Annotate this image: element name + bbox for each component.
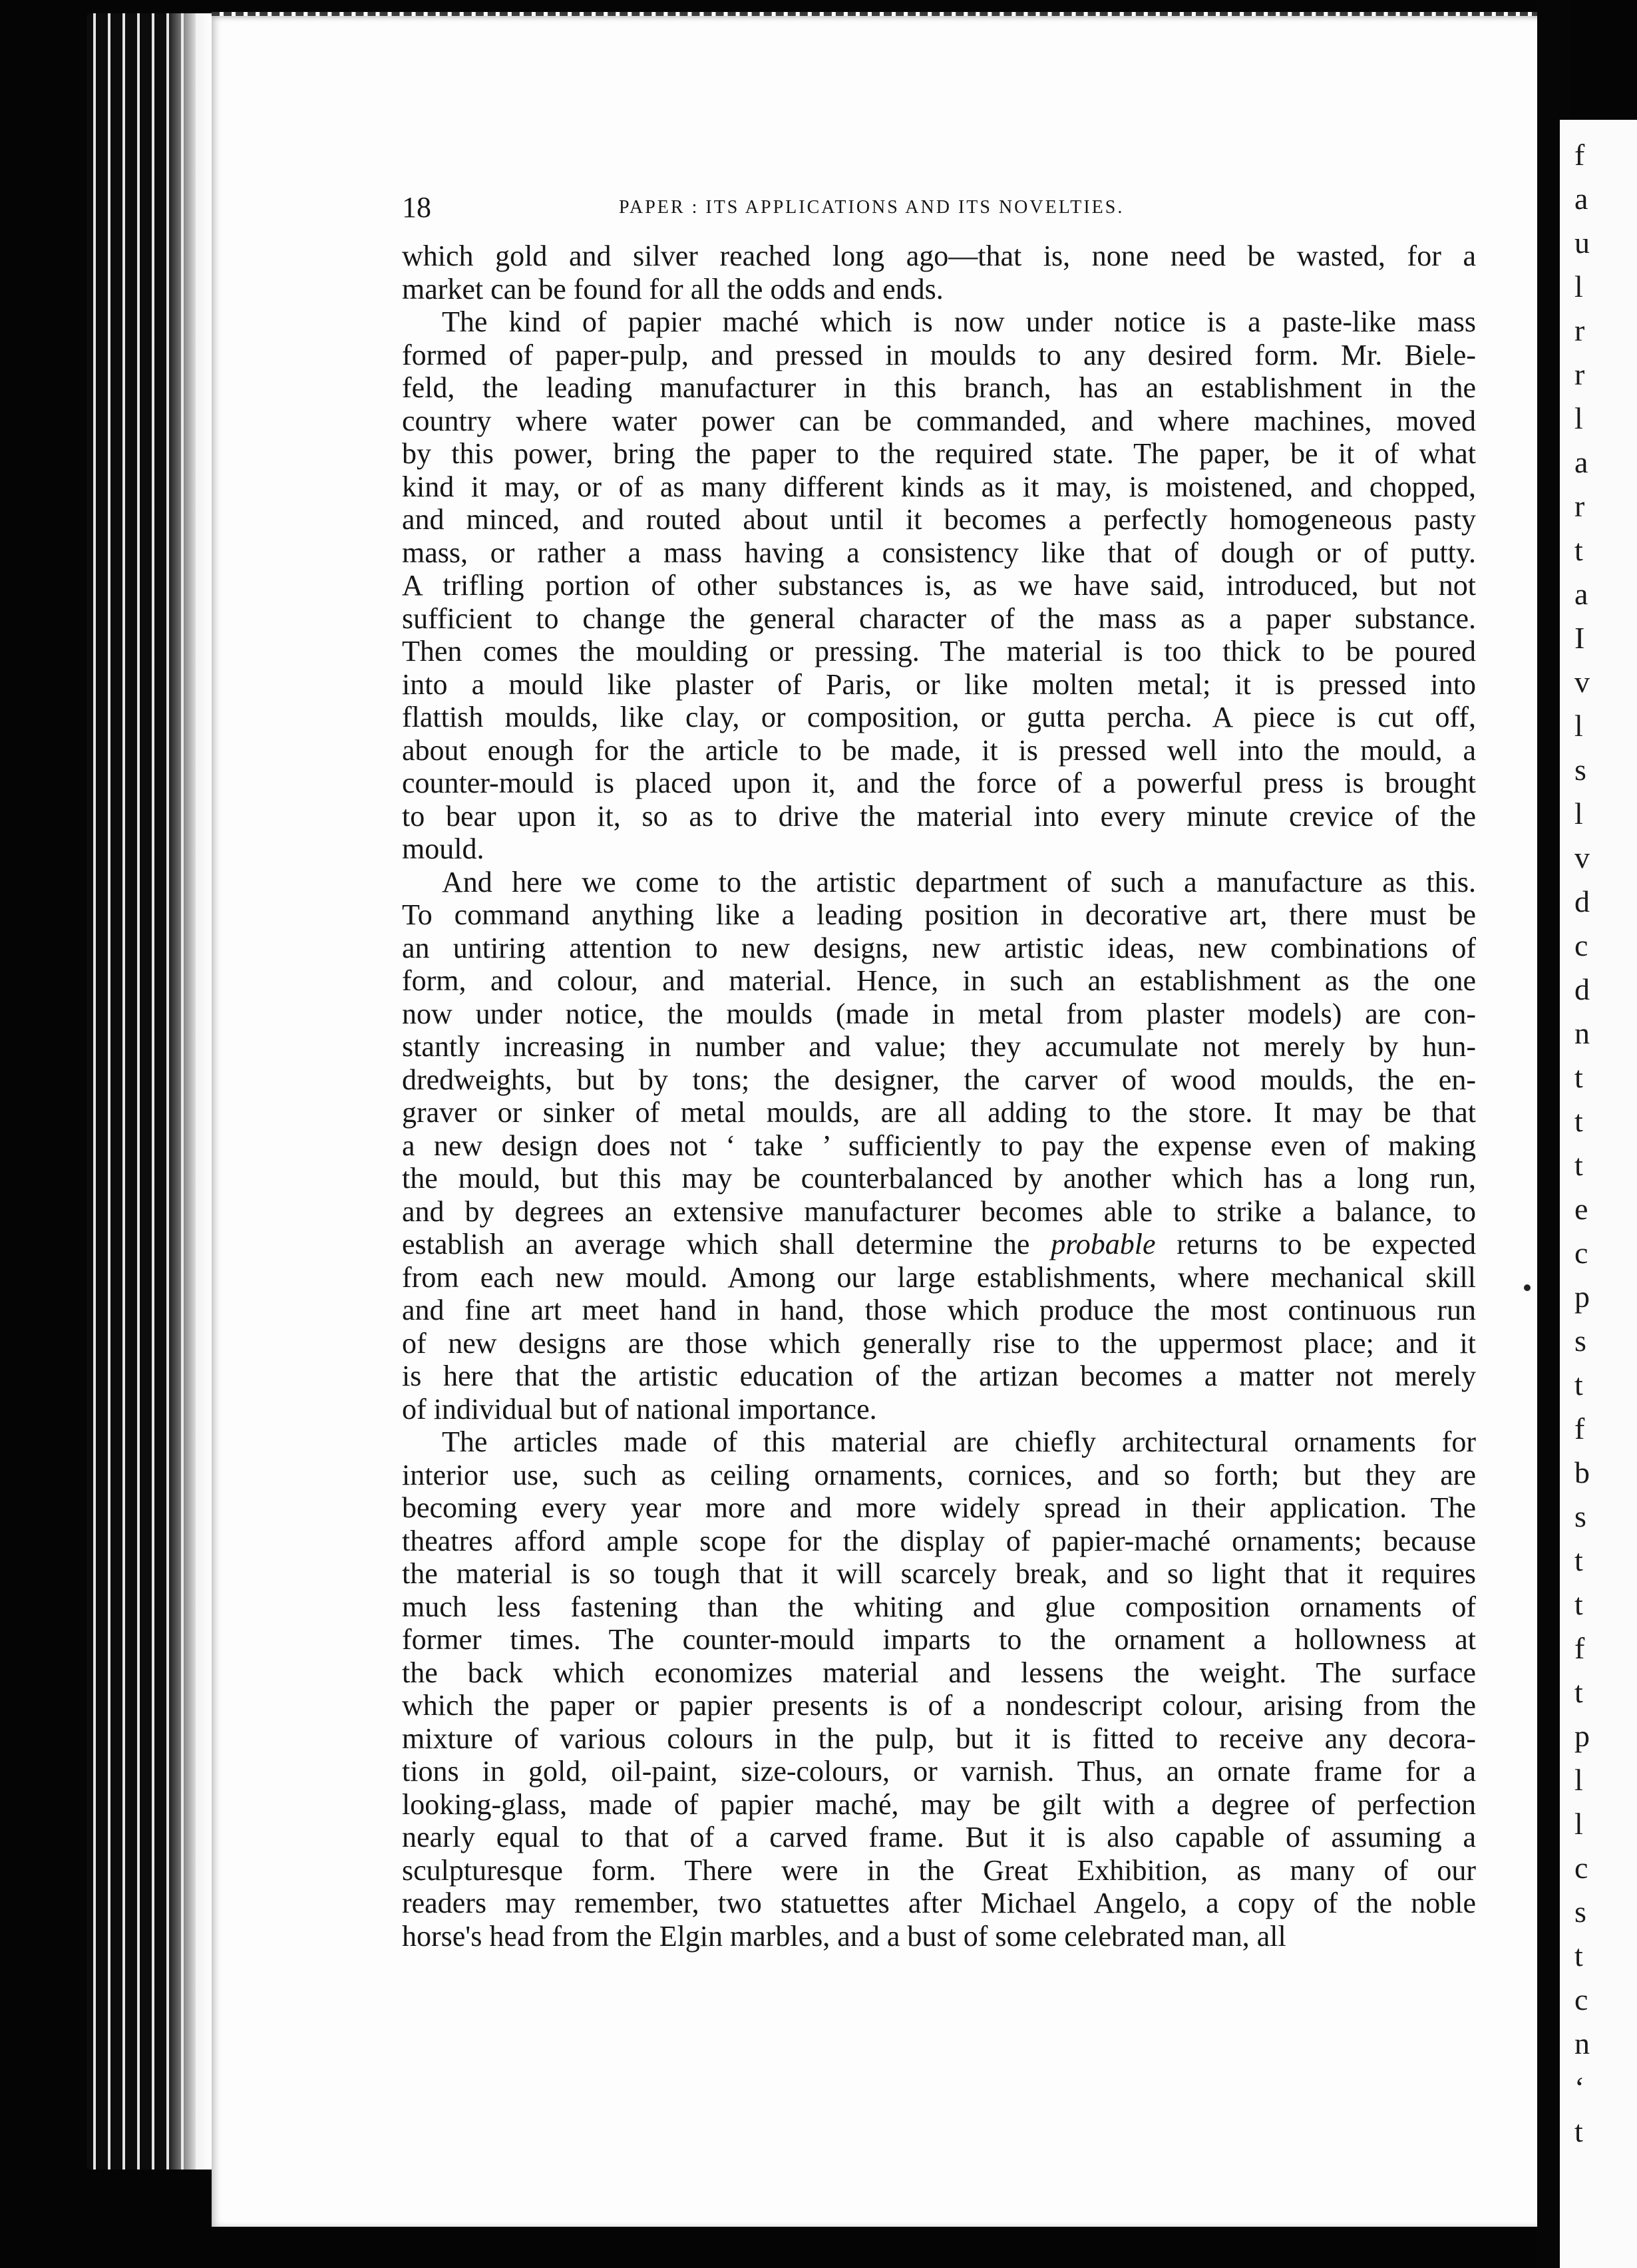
text-line: stantly increasing in number and value; they accumulate not merely by hun- (402, 1030, 1476, 1063)
text-line: market can be found for all the odds and ends. (402, 272, 944, 305)
paragraph (402, 1425, 1476, 1953)
text-line: And here we come to the artistic department of such a manufacture as this. (442, 865, 1476, 898)
page-header (402, 190, 1239, 224)
facing-page-fragment: p (1574, 1280, 1590, 1314)
text-line: former times. The counter-mould imparts to the ornament a hollowness at (402, 1623, 1476, 1656)
text-line: into a mould like plaster of Paris, or like molten metal; it is pressed into (402, 667, 1476, 701)
facing-page-fragment: l (1574, 709, 1583, 743)
facing-page-fragment: l (1574, 401, 1583, 435)
facing-page-fragment: r (1574, 313, 1585, 347)
facing-page-fragment: I (1574, 621, 1585, 655)
facing-page-fragment: d (1574, 972, 1590, 1006)
facing-page-fragment: t (1574, 2114, 1583, 2148)
facing-page-fragment: c (1574, 1236, 1588, 1270)
text-line: by this power, bring the paper to the required state. The paper, be it of what (402, 437, 1476, 470)
facing-page-fragment: t (1574, 1148, 1583, 1182)
text-line: the material is so tough that it will scarcely break, and so light that it requires (402, 1557, 1476, 1590)
text-line: the back which economizes material and lessens the weight. The surface (402, 1656, 1476, 1689)
facing-page-fragment: t (1574, 1543, 1583, 1577)
facing-page-fragment: p (1574, 1719, 1590, 1753)
text-line: horse's head from the Elgin marbles, and a bust of some celebrated man, all (402, 1919, 1286, 1953)
text-line: dredweights, but by tons; the designer, the carver of wood moulds, the en- (402, 1063, 1476, 1096)
facing-page-fragment: n (1574, 2026, 1590, 2060)
text-line: graver or sinker of metal moulds, are all adding to the store. It may be that (402, 1096, 1476, 1129)
page-number: 18 (402, 191, 431, 224)
facing-page-fragment: b (1574, 1455, 1590, 1489)
facing-page-fragment: u (1574, 226, 1590, 260)
text-line: and fine art meet hand in hand, those which produce the most continuous run (402, 1294, 1476, 1326)
facing-page-fragment: c (1574, 1851, 1588, 1885)
facing-page-fragment: ‘ (1574, 2070, 1585, 2104)
facing-page-fragment: f (1574, 1631, 1585, 1665)
facing-page-fragment: l (1574, 270, 1583, 303)
text-line: To command anything like a leading position in decorative art, there must be (402, 898, 1476, 931)
text-line: mixture of various colours in the pulp, but it is fitted to receive any decora- (402, 1722, 1476, 1755)
text-line: and by degrees an extensive manufacturer becomes able to strike a balance, to (402, 1195, 1476, 1228)
text-line: kind it may, or of as many different kinds as it may, is moistened, and chopped, (402, 470, 1476, 503)
text-line: country where water power can be commanded, and where machines, moved (402, 404, 1476, 437)
facing-page-fragment: v (1574, 841, 1590, 874)
facing-page-fragment: a (1574, 445, 1588, 479)
text-line: mass, or rather a mass having a consistency like that of dough or of putty. (402, 536, 1476, 569)
facing-page-fragment: e (1574, 1192, 1588, 1226)
facing-page-fragment: s (1574, 1324, 1586, 1358)
text-line: and minced, and routed about until it becomes a perfectly homogeneous pasty (402, 503, 1476, 536)
paragraph (402, 305, 1476, 866)
facing-page-fragment: s (1574, 1895, 1586, 1929)
paragraph (402, 866, 1476, 1426)
text-line: nearly equal to that of a carved frame. But it is also capable of assuming a (402, 1821, 1476, 1853)
facing-page-fragment: c (1574, 1983, 1588, 2016)
text-line: is here that the artistic education of the artizan becomes a matter not merely (402, 1360, 1476, 1392)
text-line: of individual but of national importance. (402, 1392, 877, 1425)
text-line: much less fastening than the whiting and glue composition ornaments of (402, 1590, 1476, 1623)
text-line: flattish moulds, like clay, or composition, or gutta percha. A piece is cut off, (402, 701, 1476, 733)
paragraph (402, 240, 1476, 305)
text-line: a new design does not ‘ take ’ sufficiently to pay the expense even of making (402, 1129, 1476, 1162)
text-line: tions in gold, oil-paint, size-colours, or varnish. Thus, an ornate frame for a (402, 1755, 1476, 1788)
text-line: about enough for the article to be made, it is pressed well into the mould, a (402, 733, 1476, 767)
text-line: counter-mould is placed upon it, and the force of a powerful press is brought (402, 767, 1476, 799)
text-line: mould. (402, 833, 484, 865)
text-line: an untiring attention to new designs, new artistic ideas, new combinations of (402, 931, 1476, 964)
text-line: the mould, but this may be counterbalanced by another which has a long run, (402, 1162, 1476, 1195)
text-line: which gold and silver reached long ago—that is, none need be wasted, for a (402, 240, 1476, 272)
page-edge-shading (166, 13, 213, 2170)
running-head: PAPER : ITS APPLICATIONS AND ITS NOVELTIES. (619, 197, 1125, 218)
body-text (402, 240, 1476, 1953)
facing-page-fragment: l (1574, 797, 1583, 831)
facing-page-fragment: t (1574, 1368, 1583, 1402)
facing-page-fragment: t (1574, 1939, 1583, 1973)
text-line: looking-glass, made of papier maché, may be gilt with a degree of perfection (402, 1788, 1476, 1821)
facing-page-fragment: a (1574, 182, 1588, 216)
facing-page-fragment: s (1574, 753, 1586, 787)
text-line: Then comes the moulding or pressing. The material is too thick to be poured (402, 635, 1476, 667)
facing-page-fragment: r (1574, 489, 1585, 523)
facing-page-fragment: t (1574, 1060, 1583, 1094)
facing-page-fragment: r (1574, 357, 1585, 391)
text-line: readers may remember, two statuettes after Michael Angelo, a copy of the noble (402, 1887, 1476, 1919)
text-line: to bear upon it, so as to drive the material into every minute crevice of the (402, 799, 1476, 833)
text-line: which the paper or papier presents is of a nondescript colour, arising from the (402, 1689, 1476, 1722)
text-line: formed of paper-pulp, and pressed in moulds to any desired form. Mr. Biele- (402, 338, 1476, 371)
facing-page-fragment: t (1574, 533, 1583, 567)
facing-page-fragment: t (1574, 1675, 1583, 1709)
text-line: sufficient to change the general character of the mass as a paper substance. (402, 602, 1476, 635)
facing-page-fragment: s (1574, 1499, 1586, 1533)
facing-page-fragment: c (1574, 928, 1588, 962)
facing-page-fragment: v (1574, 665, 1590, 699)
text-line: The articles made of this material are chiefly architectural ornaments for (442, 1425, 1476, 1458)
text-line: of new designs are those which generally rise to the uppermost place; and it (402, 1326, 1476, 1360)
text-line: form, and colour, and material. Hence, in such an establishment as the one (402, 964, 1476, 997)
text-line: becoming every year more and more widely spread in their application. The (402, 1491, 1476, 1524)
text-line: feld, the leading manufacturer in this branch, has an establishment in the (402, 371, 1476, 404)
facing-page-fragment: t (1574, 1104, 1583, 1138)
facing-page-fragment: n (1574, 1016, 1590, 1050)
text-line: now under notice, the moulds (made in metal from plaster models) are con- (402, 997, 1476, 1030)
facing-page-fragment: l (1574, 1807, 1583, 1841)
facing-page-fragment: d (1574, 884, 1590, 918)
text-line: theatres afford ample scope for the display of papier-maché ornaments; because (402, 1524, 1476, 1557)
facing-page-fragment: a (1574, 577, 1588, 611)
page-blemish (1524, 1284, 1531, 1291)
facing-page-fragment: f (1574, 1412, 1585, 1445)
facing-page-fragment: l (1574, 1763, 1583, 1797)
text-line: interior use, such as ceiling ornaments, cornices, and so forth; but they are (402, 1458, 1476, 1491)
text-line: from each new mould. Among our large establishments, where mechanical skill (402, 1260, 1476, 1294)
text-line: establish an average which shall determine the probable returns to be expected (402, 1228, 1476, 1260)
text-line: The kind of papier maché which is now under notice is a paste-like mass (442, 305, 1476, 338)
facing-page-fragment: t (1574, 1587, 1583, 1621)
facing-page-fragment: f (1574, 138, 1585, 172)
text-line: sculpturesque form. There were in the Great Exhibition, as many of our (402, 1853, 1476, 1887)
text-line: A trifling portion of other substances is, as we have said, introduced, but not (402, 569, 1476, 602)
facing-page-strip (1560, 120, 1637, 2268)
